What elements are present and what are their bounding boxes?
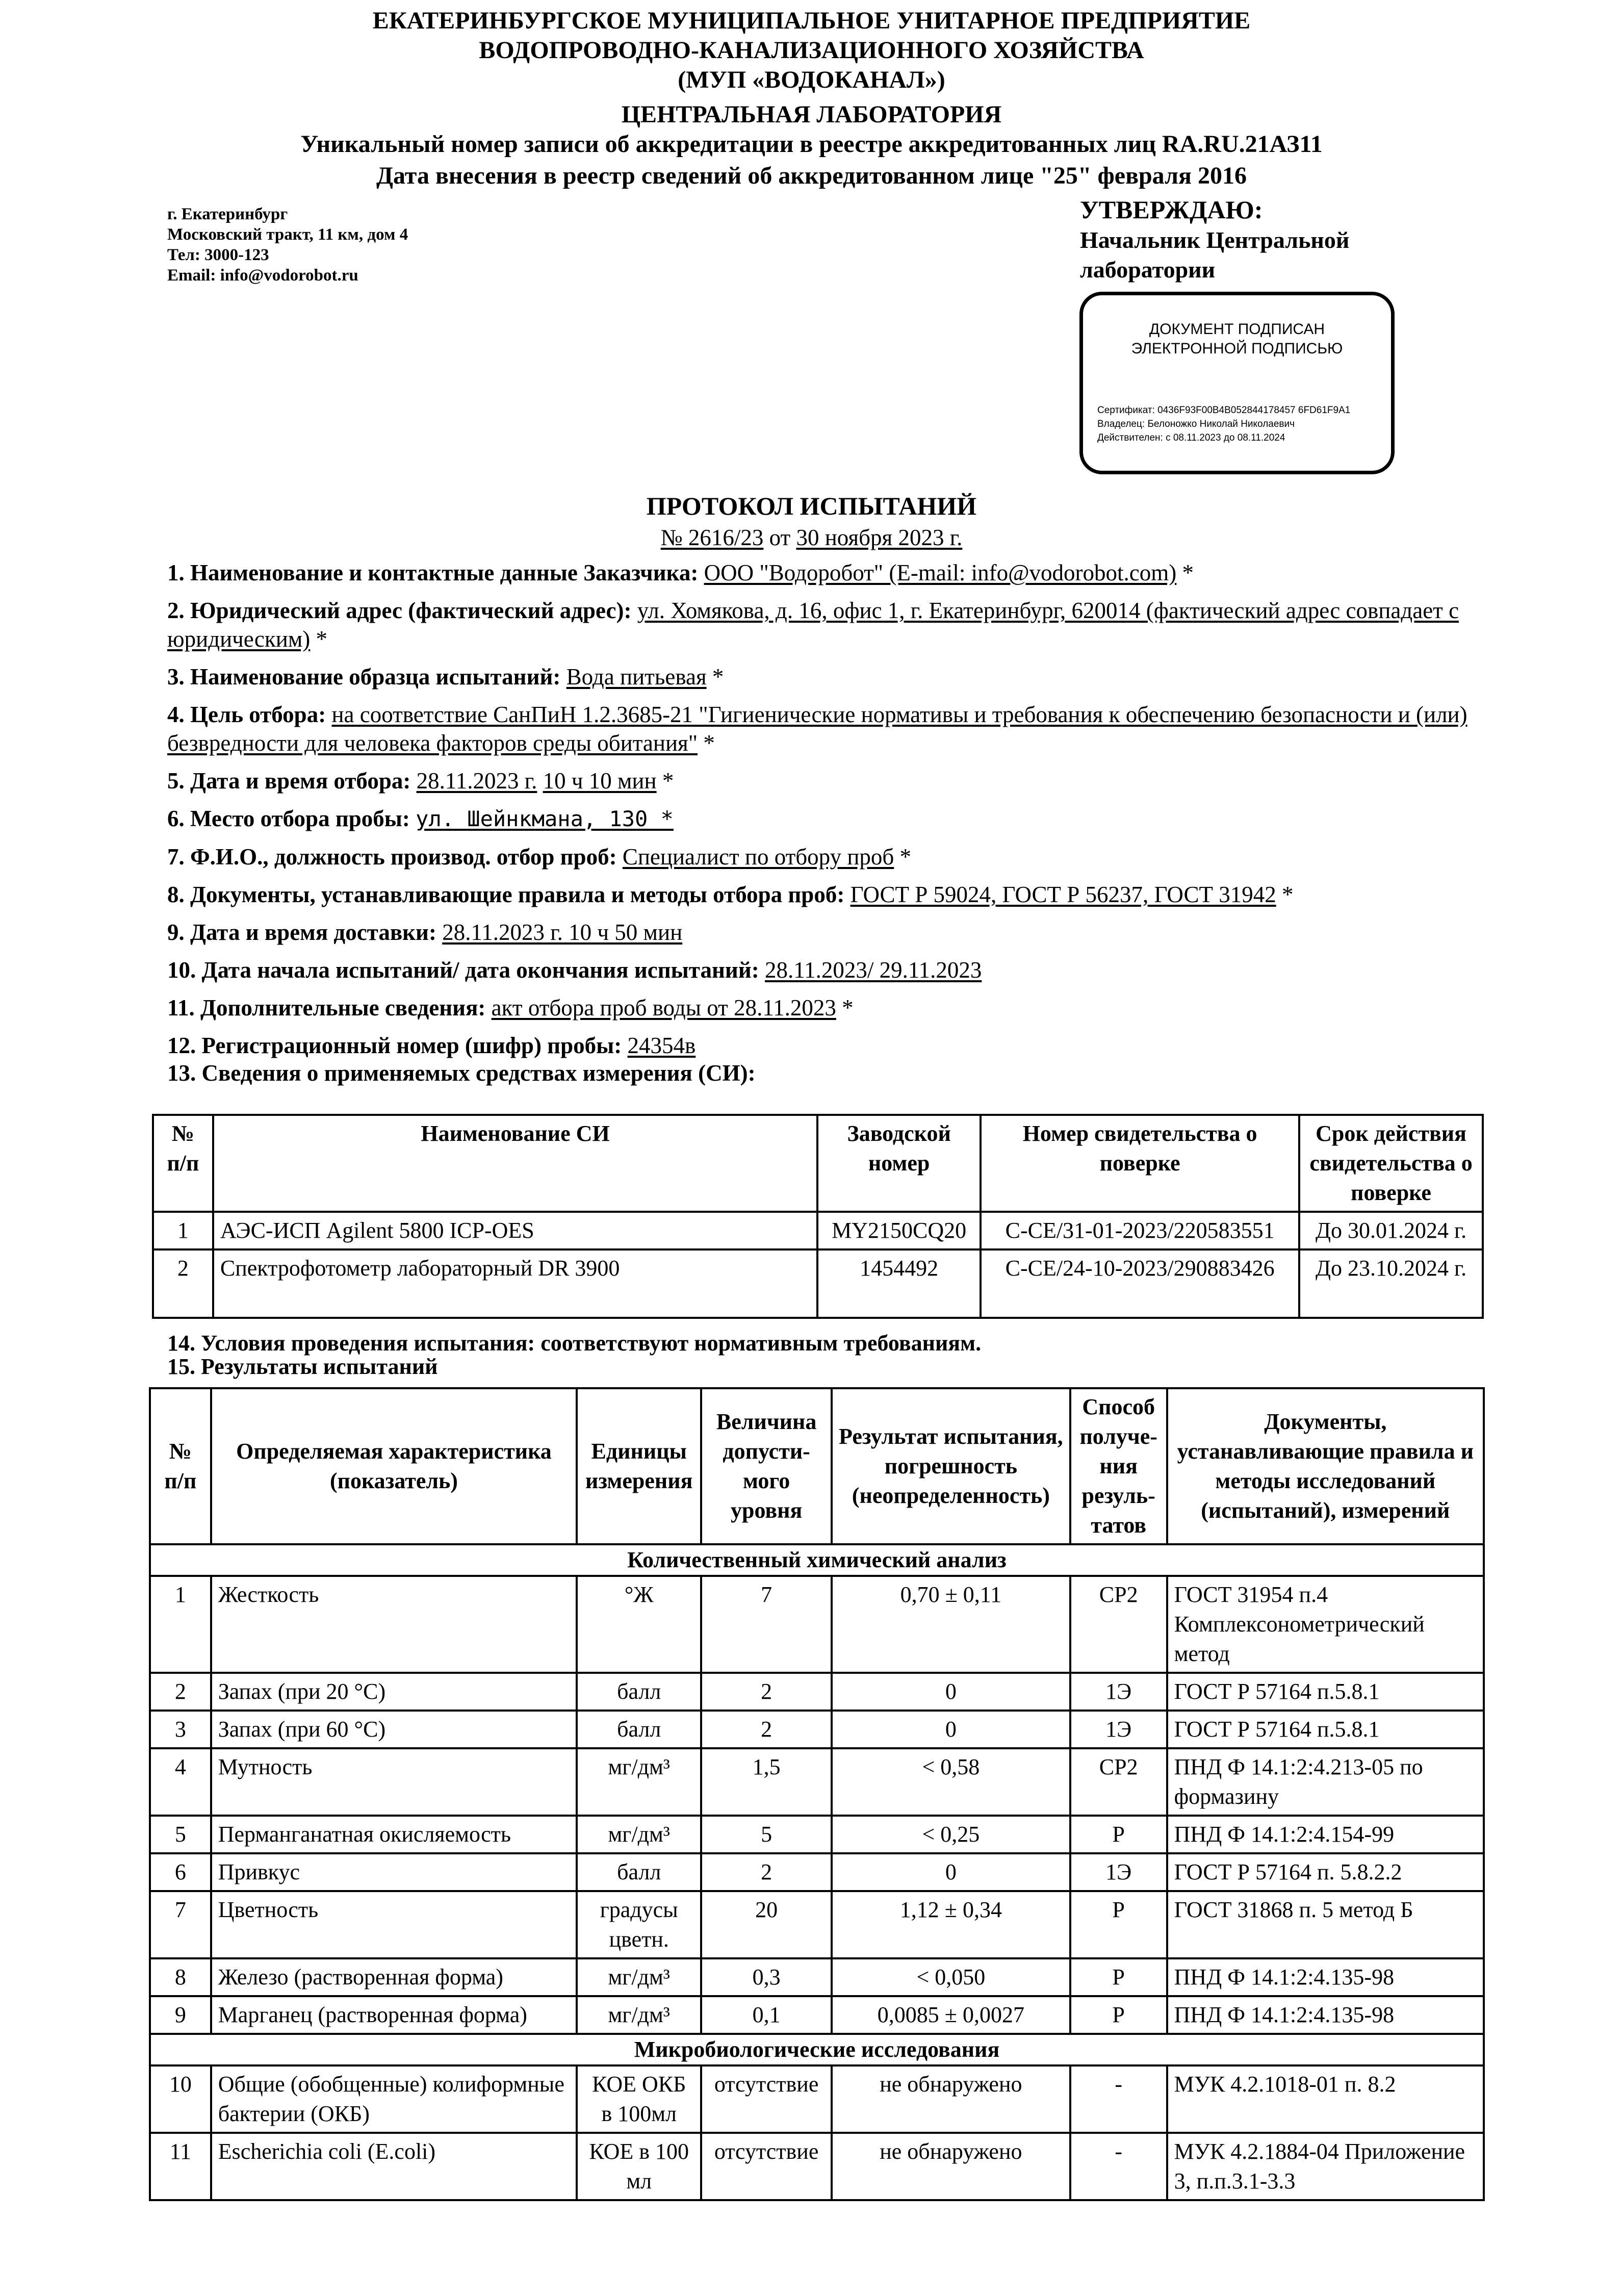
result-cell-units: балл xyxy=(577,1711,701,1748)
asterisk-mark: * xyxy=(899,844,912,870)
si-header-certificate: Номер свидетельства о поверке xyxy=(981,1115,1299,1212)
result-cell-documents: ГОСТ Р 57164 п.5.8.1 xyxy=(1167,1673,1484,1711)
accreditation-date: Дата внесения в реестр сведений об аккредитованном лице "25" февраля 2016 xyxy=(376,162,1247,189)
asterisk-mark: * xyxy=(316,626,328,652)
section-row-microbiological xyxy=(150,2034,1484,2065)
item-delivery-datetime-label: 9. Дата и время доставки: xyxy=(167,920,436,945)
result-cell-documents: ПНД Ф 14.1:2:4.154-99 xyxy=(1167,1816,1484,1853)
item-delivery-datetime xyxy=(167,918,1503,947)
result-cell-result: не обнаружено xyxy=(832,2133,1070,2200)
result-cell-result: 1,12 ± 0,34 xyxy=(832,1891,1070,1958)
si-cell-validity: До 30.01.2024 г. xyxy=(1299,1212,1483,1249)
table-row xyxy=(150,1748,1484,1816)
signature-owner: Владелец: Белоножко Николай Николаевич xyxy=(1097,419,1295,429)
result-cell-method: СР2 xyxy=(1070,1576,1167,1673)
result-cell-units: КОЕ ОКБ в 100мл xyxy=(577,2065,701,2133)
org-short-name: (МУП «ВОДОКАНАЛ») xyxy=(678,66,945,93)
signature-heading xyxy=(1083,320,1391,359)
table-row xyxy=(150,1958,1484,1996)
item-sampling-documents xyxy=(167,880,1503,909)
result-cell-characteristic: Запах (при 60 °С) xyxy=(211,1711,577,1748)
table-row xyxy=(150,2065,1484,2133)
result-cell-characteristic: Жесткость xyxy=(211,1576,577,1673)
item-sampling-datetime-label: 5. Дата и время отбора: xyxy=(167,768,411,794)
result-cell-result: не обнаружено xyxy=(832,2065,1070,2133)
result-cell-characteristic: Перманганатная окисляемость xyxy=(211,1816,577,1853)
result-cell-number: 3 xyxy=(150,1711,211,1748)
table-row xyxy=(150,1996,1484,2034)
si-header-validity: Срок действия свидетельства о поверке xyxy=(1299,1115,1483,1212)
item-registration-number-value: 24354в xyxy=(627,1033,696,1058)
result-cell-units: мг/дм³ xyxy=(577,1996,701,2034)
si-header-number: № п/п xyxy=(153,1115,213,1212)
result-cell-method: 1Э xyxy=(1070,1711,1167,1748)
approval-position-line-1: Начальник Центральной xyxy=(1080,227,1350,253)
protocol-number: 2616/23 xyxy=(688,525,764,550)
result-cell-documents: МУК 4.2.1884-04 Приложение 3, п.п.3.1-3.3 xyxy=(1167,2133,1484,2200)
asterisk-mark: * xyxy=(712,664,724,690)
item-registration-number-label: 12. Регистрационный номер (шифр) пробы: xyxy=(167,1033,622,1058)
address-city: г. Екатеринбург xyxy=(167,205,288,223)
protocol-title: ПРОТОКОЛ ИСПЫТАНИЙ xyxy=(646,492,977,520)
signature-heading-line-1: ДОКУМЕНТ ПОДПИСАН xyxy=(1149,321,1325,338)
address-email: Email: info@vodorobot.ru xyxy=(167,266,358,285)
result-cell-units: градусы цветн. xyxy=(577,1891,701,1958)
address-phone: Тел: 3000-123 xyxy=(167,246,269,264)
result-cell-allowed-level: 2 xyxy=(701,1673,832,1711)
item-measuring-instruments-label: 13. Сведения о применяемых средствах измерения (СИ): xyxy=(167,1060,756,1086)
signature-details xyxy=(1097,403,1350,445)
result-cell-method: Р xyxy=(1070,1958,1167,1996)
result-cell-allowed-level: отсутствие xyxy=(701,2065,832,2133)
item-sample-name-value: Вода питьевая xyxy=(566,664,707,690)
si-cell-validity: До 23.10.2024 г. xyxy=(1299,1249,1483,1318)
item-sampler-value: Специалист по отбору проб xyxy=(622,844,894,870)
item-sampling-datetime xyxy=(167,767,1503,795)
si-cell-name: Спектрофотометр лабораторный DR 3900 xyxy=(213,1249,817,1318)
item-delivery-datetime-value: 28.11.2023 г. 10 ч 50 мин xyxy=(442,920,683,945)
result-cell-units: мг/дм³ xyxy=(577,1816,701,1853)
result-cell-characteristic: Мутность xyxy=(211,1748,577,1816)
section-title-chemical: Количественный химический анализ xyxy=(150,1544,1484,1576)
results-table xyxy=(149,1387,1485,2201)
org-name-line-1: ЕКАТЕРИНБУРГСКОЕ МУНИЦИПАЛЬНОЕ УНИТАРНОЕ ПРЕДПРИЯТИЕ xyxy=(372,7,1251,34)
table-row xyxy=(153,1212,1483,1249)
result-cell-method: - xyxy=(1070,2133,1167,2200)
result-cell-result: < 0,58 xyxy=(832,1748,1070,1816)
protocol-number-line xyxy=(0,523,1623,552)
result-cell-documents: ГОСТ Р 57164 п.5.8.1 xyxy=(1167,1711,1484,1748)
item-purpose-label: 4. Цель отбора: xyxy=(167,702,326,727)
test-conditions-note: 14. Условия проведения испытания: соответствуют нормативным требованиям. xyxy=(167,1331,982,1356)
result-cell-number: 6 xyxy=(150,1853,211,1891)
table-row xyxy=(150,1853,1484,1891)
result-cell-documents: ПНД Ф 14.1:2:4.213-05 по формазину xyxy=(1167,1748,1484,1816)
section-row-chemical xyxy=(150,1544,1484,1576)
result-cell-number: 8 xyxy=(150,1958,211,1996)
result-cell-allowed-level: отсутствие xyxy=(701,2133,832,2200)
item-sampling-place-value: ул. Шейнкмана, 130 * xyxy=(416,806,674,831)
protocol-date: 30 ноября 2023 г. xyxy=(796,525,963,550)
si-cell-serial: MY2150CQ20 xyxy=(817,1212,981,1249)
result-cell-method: 1Э xyxy=(1070,1853,1167,1891)
signature-heading-line-2: ЭЛЕКТРОННОЙ ПОДПИСЬЮ xyxy=(1131,340,1343,357)
result-cell-result: 0 xyxy=(832,1673,1070,1711)
result-cell-number: 1 xyxy=(150,1576,211,1673)
result-cell-units: мг/дм³ xyxy=(577,1958,701,1996)
result-cell-method: Р xyxy=(1070,1996,1167,2034)
asterisk-mark: * xyxy=(1281,882,1294,907)
item-sampling-date: 28.11.2023 г. xyxy=(416,768,537,794)
table-row xyxy=(150,1576,1484,1673)
si-cell-serial: 1454492 xyxy=(817,1249,981,1318)
result-cell-units: мг/дм³ xyxy=(577,1748,701,1816)
result-cell-result: < 0,050 xyxy=(832,1958,1070,1996)
si-cell-number: 1 xyxy=(153,1212,213,1249)
lab-address xyxy=(167,204,408,286)
asterisk-mark: * xyxy=(842,995,854,1021)
item-test-dates xyxy=(167,956,1503,984)
result-cell-result: 0 xyxy=(832,1853,1070,1891)
result-cell-characteristic: Общие (обобщенные) колиформные бактерии (ОКБ) xyxy=(211,2065,577,2133)
result-cell-number: 10 xyxy=(150,2065,211,2133)
result-cell-number: 2 xyxy=(150,1673,211,1711)
result-cell-result: < 0,25 xyxy=(832,1816,1070,1853)
result-cell-characteristic: Цветность xyxy=(211,1891,577,1958)
section-title-microbiological: Микробиологические исследования xyxy=(150,2034,1484,2065)
item-test-dates-value: 28.11.2023/ 29.11.2023 xyxy=(764,957,982,983)
result-cell-units: КОЕ в 100 мл xyxy=(577,2133,701,2200)
result-cell-allowed-level: 5 xyxy=(701,1816,832,1853)
result-cell-units: балл xyxy=(577,1673,701,1711)
result-cell-allowed-level: 1,5 xyxy=(701,1748,832,1816)
item-sampling-documents-value: ГОСТ Р 59024, ГОСТ Р 56237, ГОСТ 31942 xyxy=(850,882,1276,907)
si-cell-certificate: С-СЕ/24-10-2023/290883426 xyxy=(981,1249,1299,1318)
result-cell-allowed-level: 20 xyxy=(701,1891,832,1958)
result-cell-allowed-level: 2 xyxy=(701,1853,832,1891)
results-header-units: Единицы измерения xyxy=(577,1388,701,1544)
result-cell-documents: ПНД Ф 14.1:2:4.135-98 xyxy=(1167,1996,1484,2034)
table-row xyxy=(150,1711,1484,1748)
address-street: Московский тракт, 11 км, дом 4 xyxy=(167,225,408,244)
item-sampler-label: 7. Ф.И.О., должность производ. отбор проб: xyxy=(167,844,617,870)
results-header-documents: Документы, устанавливающие правила и методы исследований (испытаний), измерений xyxy=(1167,1388,1484,1544)
item-legal-address-label: 2. Юридический адрес (фактический адрес): xyxy=(167,598,632,623)
table-row xyxy=(150,1891,1484,1958)
table-row xyxy=(153,1249,1483,1318)
asterisk-mark: * xyxy=(1182,560,1194,585)
lab-name: ЦЕНТРАЛЬНАЯ ЛАБОРАТОРИЯ xyxy=(621,101,1002,128)
approval-block xyxy=(1080,194,1349,285)
item-customer-label: 1. Наименование и контактные данные Заказчика: xyxy=(167,560,699,585)
result-cell-characteristic: Запах (при 20 °С) xyxy=(211,1673,577,1711)
si-cell-name: АЭС-ИСП Agilent 5800 ICP-OES xyxy=(213,1212,817,1249)
si-header-serial: Заводской номер xyxy=(817,1115,981,1212)
results-header-allowed-level: Величина допусти-мого уровня xyxy=(701,1388,832,1544)
results-header-method: Способ получе-ния резуль-татов xyxy=(1070,1388,1167,1544)
si-table-header xyxy=(153,1115,1483,1212)
result-cell-result: 0,0085 ± 0,0027 xyxy=(832,1996,1070,2034)
item-test-dates-label: 10. Дата начала испытаний/ дата окончания испытаний: xyxy=(167,957,759,983)
result-cell-units: °Ж xyxy=(577,1576,701,1673)
si-cell-certificate: С-СЕ/31-01-2023/220583551 xyxy=(981,1212,1299,1249)
result-cell-number: 7 xyxy=(150,1891,211,1958)
table-row xyxy=(150,1673,1484,1711)
item-customer-value: ООО "Водоробот" (E-mail: info@vodorobot.com) xyxy=(704,560,1177,585)
result-cell-characteristic: Железо (растворенная форма) xyxy=(211,1958,577,1996)
results-header-result: Результат испытания, погрешность (неопределенность) xyxy=(832,1388,1070,1544)
item-legal-address xyxy=(167,596,1503,653)
result-cell-method: СР2 xyxy=(1070,1748,1167,1816)
results-header-number: № п/п xyxy=(150,1388,211,1544)
protocol-details xyxy=(167,558,1503,1086)
signature-certificate: Сертификат: 0436F93F00B4B052844178457 6FD61F9A1 xyxy=(1097,405,1351,416)
result-cell-number: 5 xyxy=(150,1816,211,1853)
result-cell-allowed-level: 0,1 xyxy=(701,1996,832,2034)
protocol-number-prefix: № xyxy=(660,525,683,550)
si-cell-number: 2 xyxy=(153,1249,213,1318)
approval-title: УТВЕРЖДАЮ: xyxy=(1080,195,1263,224)
item-measuring-instruments xyxy=(167,1060,1503,1086)
table-row xyxy=(150,1816,1484,1853)
accreditation-number: Уникальный номер записи об аккредитации в реестре аккредитованных лиц RA.RU.21АЗ11 xyxy=(300,131,1323,158)
result-cell-units: балл xyxy=(577,1853,701,1891)
item-purpose-value: на соответствие СанПиН 1.2.3685-21 "Гигиенические нормативы и требования к обеспечению безопасности и (или) безвредности для человека факторов среды обитания" xyxy=(167,702,1467,756)
si-header-name: Наименование СИ xyxy=(213,1115,817,1212)
result-cell-allowed-level: 2 xyxy=(701,1711,832,1748)
asterisk-mark: * xyxy=(703,730,715,756)
item-additional-info-label: 11. Дополнительные сведения: xyxy=(167,995,486,1021)
item-sampler xyxy=(167,843,1503,871)
result-cell-documents: ГОСТ 31868 п. 5 метод Б xyxy=(1167,1891,1484,1958)
signature-validity: Действителен: с 08.11.2023 до 08.11.2024 xyxy=(1097,432,1285,443)
result-cell-documents: ГОСТ Р 57164 п. 5.8.2.2 xyxy=(1167,1853,1484,1891)
result-cell-method: Р xyxy=(1070,1816,1167,1853)
result-cell-method: 1Э xyxy=(1070,1673,1167,1711)
result-cell-characteristic: Привкус xyxy=(211,1853,577,1891)
table-row xyxy=(150,2133,1484,2200)
item-additional-info xyxy=(167,993,1503,1022)
result-cell-allowed-level: 0,3 xyxy=(701,1958,832,1996)
org-name-line-2: ВОДОПРОВОДНО-КАНАЛИЗАЦИОННОГО ХОЗЯЙСТВА xyxy=(479,37,1144,64)
results-table-header xyxy=(150,1388,1484,1544)
item-sample-name xyxy=(167,662,1503,691)
item-legal-address-value: ул. Хомякова, д. 16, офис 1, г. Екатеринбург, 620014 (фактический адрес совпадает с юридическим) xyxy=(167,598,1459,652)
result-cell-method: - xyxy=(1070,2065,1167,2133)
protocol-from: от xyxy=(769,525,791,550)
item-sampling-time: 10 ч 10 мин xyxy=(543,768,657,794)
result-cell-characteristic: Escherichia coli (E.coli) xyxy=(211,2133,577,2200)
item-sample-name-label: 3. Наименование образца испытаний: xyxy=(167,664,561,690)
asterisk-mark: * xyxy=(662,768,674,794)
result-cell-characteristic: Марганец (растворенная форма) xyxy=(211,1996,577,2034)
results-heading: 15. Результаты испытаний xyxy=(167,1354,438,1379)
item-sampling-documents-label: 8. Документы, устанавливающие правила и методы отбора проб: xyxy=(167,882,845,907)
results-header-characteristic: Определяемая характеристика (показатель) xyxy=(211,1388,577,1544)
result-cell-method: Р xyxy=(1070,1891,1167,1958)
chemical-results-rows xyxy=(150,1576,1484,2034)
electronic-signature-stamp xyxy=(1079,292,1395,474)
result-cell-documents: ГОСТ 31954 п.4 Комплексонометрический метод xyxy=(1167,1576,1484,1673)
microbiological-results-rows xyxy=(150,2065,1484,2200)
result-cell-result: 0 xyxy=(832,1711,1070,1748)
result-cell-number: 11 xyxy=(150,2133,211,2200)
item-additional-info-value: акт отбора проб воды от 28.11.2023 xyxy=(491,995,836,1021)
result-cell-allowed-level: 7 xyxy=(701,1576,832,1673)
measuring-instruments-table xyxy=(152,1114,1484,1319)
result-cell-number: 9 xyxy=(150,1996,211,2034)
item-registration-number xyxy=(167,1031,1503,1060)
result-cell-documents: ПНД Ф 14.1:2:4.135-98 xyxy=(1167,1958,1484,1996)
result-cell-result: 0,70 ± 0,11 xyxy=(832,1576,1070,1673)
approval-position-line-2: лаборатории xyxy=(1080,257,1216,283)
item-sampling-place xyxy=(167,804,1503,833)
item-sampling-place-label: 6. Место отбора пробы: xyxy=(167,806,410,831)
item-purpose xyxy=(167,700,1503,757)
result-cell-number: 4 xyxy=(150,1748,211,1816)
item-customer xyxy=(167,558,1503,587)
result-cell-documents: МУК 4.2.1018-01 п. 8.2 xyxy=(1167,2065,1484,2133)
